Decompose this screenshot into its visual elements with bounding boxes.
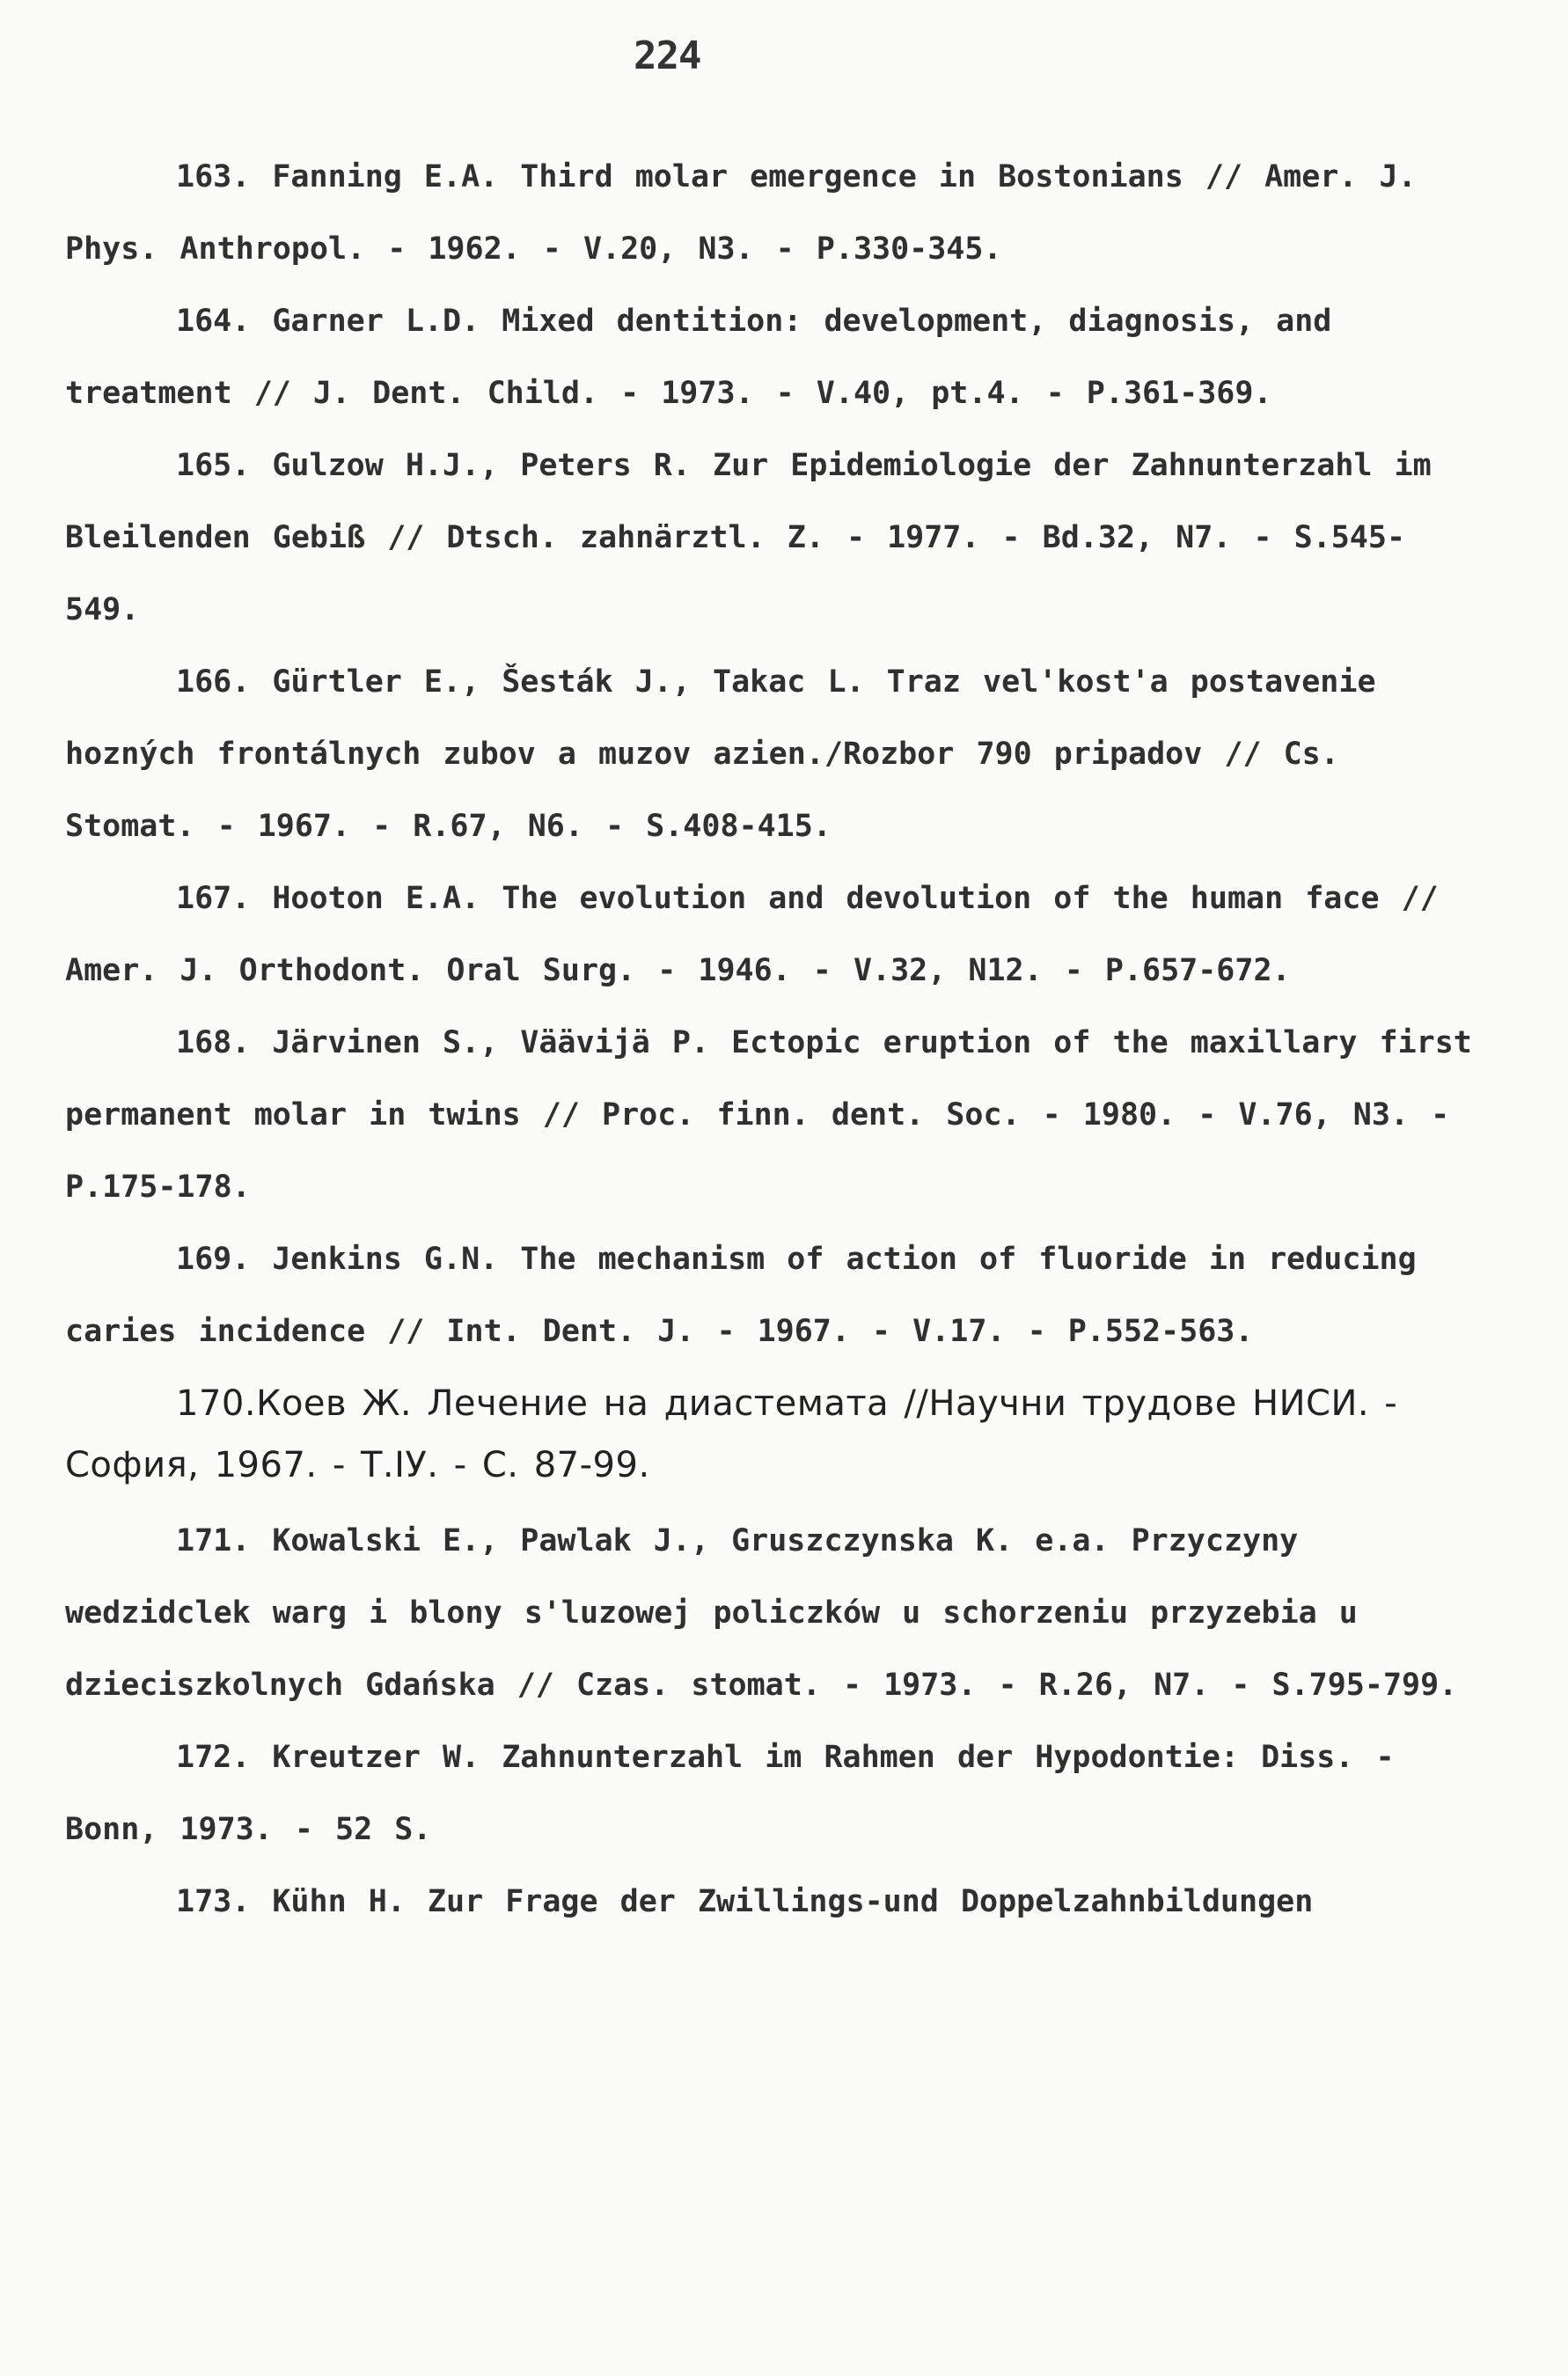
reference-entry-163: 163. Fanning E.A. Third molar emergence in Bostonians // Amer. J. Phys. Anthropol. - 1962. - V.20, N3. - P.330-345. — [65, 159, 1417, 267]
reference-entry-172: 172. Kreutzer W. Zahnunterzahl im Rahmen der Hypodontie: Diss. - Bonn, 1973. - 52 S. — [65, 1740, 1395, 1847]
reference-entry-173: 173. Kühn H. Zur Frage der Zwillings-und Doppelzahnbildungen — [176, 1884, 1314, 1919]
reference-entry-165: 165. Gulzow H.J., Peters R. Zur Epidemiologie der Zahnunterzahl im Bleilenden Gebiß // Dtsch. zahnärztl. Z. - 1977. - Bd.32, N7. - S.545-549. — [65, 448, 1432, 627]
reference-list — [65, 141, 1473, 1938]
reference-entry-167: 167. Hooton E.A. The evolution and devolution of the human face // Amer. J. Orthodont. Oral Surg. - 1946. - V.32, N12. - P.657-672. — [65, 881, 1439, 988]
reference-entry-170: 170.Коев Ж. Лечение на диастемата //Научни трудове НИСИ. - София, 1967. - Т.IУ. - С. 87-99. — [65, 1383, 1398, 1485]
reference-entry-166: 166. Gürtler E., Šesták J., Takac L. Traz vel'kost'a postavenie hozných frontálnych zubov a muzov azien./Rozbor 790 pripadov // Cs. Stomat. - 1967. - R.67, N6. - S.408-415. — [65, 664, 1376, 844]
reference-entry-168: 168. Järvinen S., Väävijä P. Ectopic eruption of the maxillary first permanent molar in twins // Proc. finn. dent. Soc. - 1980. - V.76, N3. - P.175-178. — [65, 1025, 1472, 1205]
reference-entry-164: 164. Garner L.D. Mixed dentition: development, diagnosis, and treatment // J. Dent. Child. - 1973. - V.40, pt.4. - P.361-369. — [65, 304, 1332, 411]
page-number: 224 — [634, 33, 701, 78]
reference-entry-171: 171. Kowalski E., Pawlak J., Gruszczynska K. e.a. Przyczyny wedzidclek warg i blony s'luzowej policzków u schorzeniu przyzebia u dzieciszkolnych Gdańska // Czas. stomat. - 1973. - R.26, N7. - S.795-799. — [65, 1523, 1458, 1703]
reference-entry-169: 169. Jenkins G.N. The mechanism of action of fluoride in reducing caries incidence // Int. Dent. J. - 1967. - V.17. - P.552-563. — [65, 1242, 1417, 1349]
